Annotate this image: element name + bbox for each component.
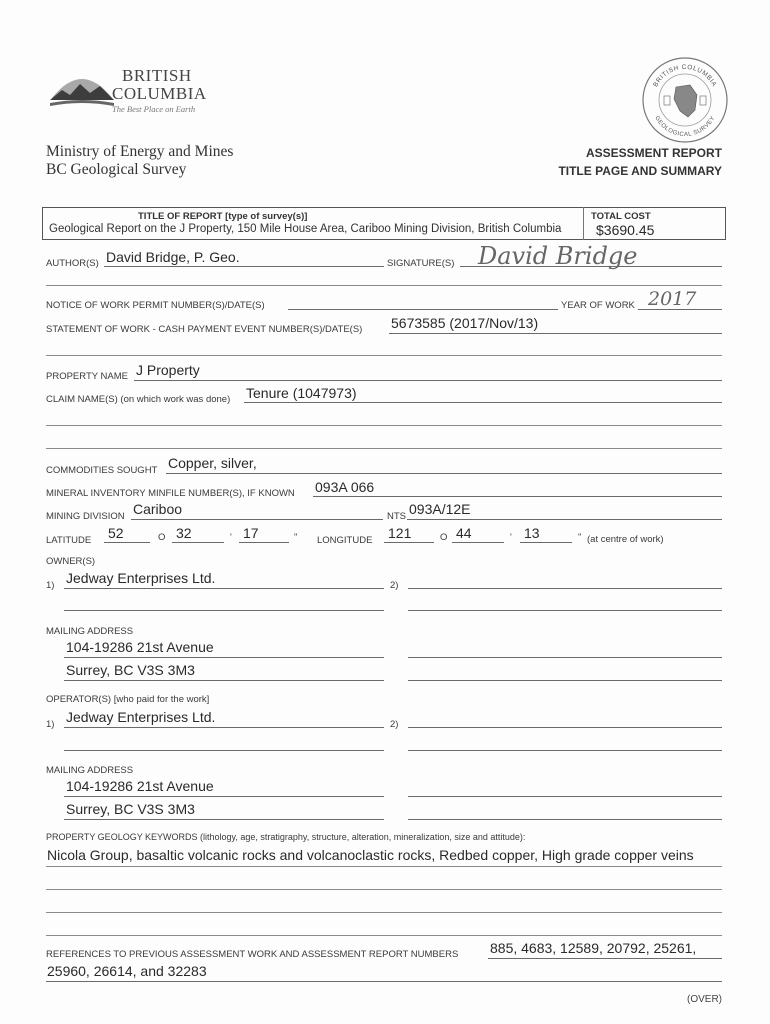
signature-label: SIGNATURE(S) — [387, 258, 455, 269]
references-field-line1[interactable]: 885, 4683, 12589, 20792, 25261, — [490, 940, 697, 956]
operator-1-number: 1) — [46, 719, 55, 730]
property-name-field[interactable]: J Property — [136, 362, 200, 378]
total-cost-field[interactable]: $3690.45 — [596, 222, 655, 238]
geology-keywords-field[interactable]: Nicola Group, basaltic volcanic rocks and volcanoclastic rocks, Redbed copper, High grade copper veins — [47, 847, 694, 863]
bc-name-line2: COLUMBIA — [112, 84, 207, 103]
commodities-label: COMMODITIES SOUGHT — [46, 465, 158, 476]
owners-label: OWNER(S) — [46, 556, 96, 567]
owner-mailing-address-label: MAILING ADDRESS — [46, 626, 134, 637]
operator-address-line2-field[interactable]: Surrey, BC V3S 3M3 — [66, 801, 195, 817]
statement-label: STATEMENT OF WORK - CASH PAYMENT EVENT NUMBER(S)/DATE(S) — [46, 324, 363, 335]
latitude-degrees-field[interactable]: 52 — [108, 525, 124, 541]
nts-field[interactable]: 093A/12E — [409, 501, 471, 517]
claim-names-label: CLAIM NAME(S) (on which work was done) — [46, 394, 231, 405]
operator-1-field[interactable]: Jedway Enterprises Ltd. — [66, 709, 216, 725]
second-mark: " — [578, 532, 582, 543]
title-box-divider — [583, 207, 584, 240]
year-of-work-label: YEAR OF WORK — [561, 300, 635, 311]
references-label: REFERENCES TO PREVIOUS ASSESSMENT WORK AND ASSESSMENT REPORT NUMBERS — [46, 949, 459, 960]
statement-field[interactable]: 5673585 (2017/Nov/13) — [391, 315, 539, 331]
minfile-label: MINERAL INVENTORY MINFILE NUMBER(S), IF KNOWN — [46, 488, 295, 499]
centre-of-work-note: (at centre of work) — [587, 534, 664, 545]
latitude-seconds-field[interactable]: 17 — [243, 525, 259, 541]
longitude-degrees-field[interactable]: 121 — [388, 525, 412, 541]
bc-tagline: The Best Place on Earth — [112, 104, 196, 114]
operator-address-line1-field[interactable]: 104-19286 21st Avenue — [66, 778, 214, 794]
owner-address-line2-field[interactable]: Surrey, BC V3S 3M3 — [66, 662, 195, 678]
owner-1-field[interactable]: Jedway Enterprises Ltd. — [66, 570, 216, 586]
longitude-minutes-field[interactable]: 44 — [456, 525, 472, 541]
latitude-minutes-field[interactable]: 32 — [176, 525, 192, 541]
author-signature: David Bridge — [478, 242, 638, 270]
references-field-line2[interactable]: 25960, 26614, and 32283 — [47, 963, 207, 979]
second-mark: " — [294, 532, 298, 543]
degree-mark: O — [158, 532, 166, 543]
claim-names-field[interactable]: Tenure (1047973) — [246, 385, 357, 401]
ministry-name: Ministry of Energy and Mines — [46, 143, 234, 160]
permit-label: NOTICE OF WORK PERMIT NUMBER(S)/DATE(S) — [46, 300, 265, 311]
report-title-line1: ASSESSMENT REPORT — [585, 146, 722, 160]
svg-text:BRITISH COLUMBIA: BRITISH COLUMBIA — [652, 63, 718, 89]
operator-2-number: 2) — [390, 719, 399, 730]
property-name-label: PROPERTY NAME — [46, 371, 129, 382]
latitude-label: LATITUDE — [46, 535, 92, 546]
survey-name: BC Geological Survey — [46, 161, 187, 178]
mining-division-field[interactable]: Cariboo — [133, 501, 183, 517]
author-label: AUTHOR(S) — [46, 258, 99, 269]
svg-text:GEOLOGICAL SURVEY: GEOLOGICAL SURVEY — [653, 115, 717, 139]
bc-name-line1: BRITISH — [122, 66, 192, 85]
owner-1-number: 1) — [46, 580, 55, 591]
over-page-note: (OVER) — [687, 994, 722, 1005]
report-title-line2: TITLE PAGE AND SUMMARY — [558, 164, 722, 178]
total-cost-label: TOTAL COST — [591, 211, 651, 222]
operators-label: OPERATOR(S) [who paid for the work] — [46, 694, 210, 705]
minfile-field[interactable]: 093A 066 — [315, 479, 375, 495]
commodities-field[interactable]: Copper, silver, — [168, 455, 257, 471]
mining-division-label: MINING DIVISION — [46, 511, 125, 522]
author-field[interactable]: David Bridge, P. Geo. — [106, 249, 240, 265]
degree-mark: O — [440, 532, 448, 543]
geological-survey-seal-icon — [640, 55, 730, 145]
title-of-report-field[interactable]: Geological Report on the J Property, 150 Mile House Area, Cariboo Mining Division, British Columbia — [49, 223, 562, 235]
title-of-report-label: TITLE OF REPORT [type of survey(s)] — [138, 211, 308, 222]
minute-mark: ' — [510, 532, 512, 543]
year-of-work-field[interactable]: 2017 — [648, 288, 697, 310]
longitude-seconds-field[interactable]: 13 — [524, 525, 540, 541]
minute-mark: ' — [230, 532, 232, 543]
geology-keywords-label: PROPERTY GEOLOGY KEYWORDS (lithology, age, stratigraphy, structure, alteration, mineralization, size and attitude): — [46, 832, 526, 842]
longitude-label: LONGITUDE — [317, 535, 373, 546]
operator-mailing-address-label: MAILING ADDRESS — [46, 765, 134, 776]
owner-address-line1-field[interactable]: 104-19286 21st Avenue — [66, 639, 214, 655]
nts-label: NTS — [387, 511, 406, 522]
owner-2-number: 2) — [390, 580, 399, 591]
